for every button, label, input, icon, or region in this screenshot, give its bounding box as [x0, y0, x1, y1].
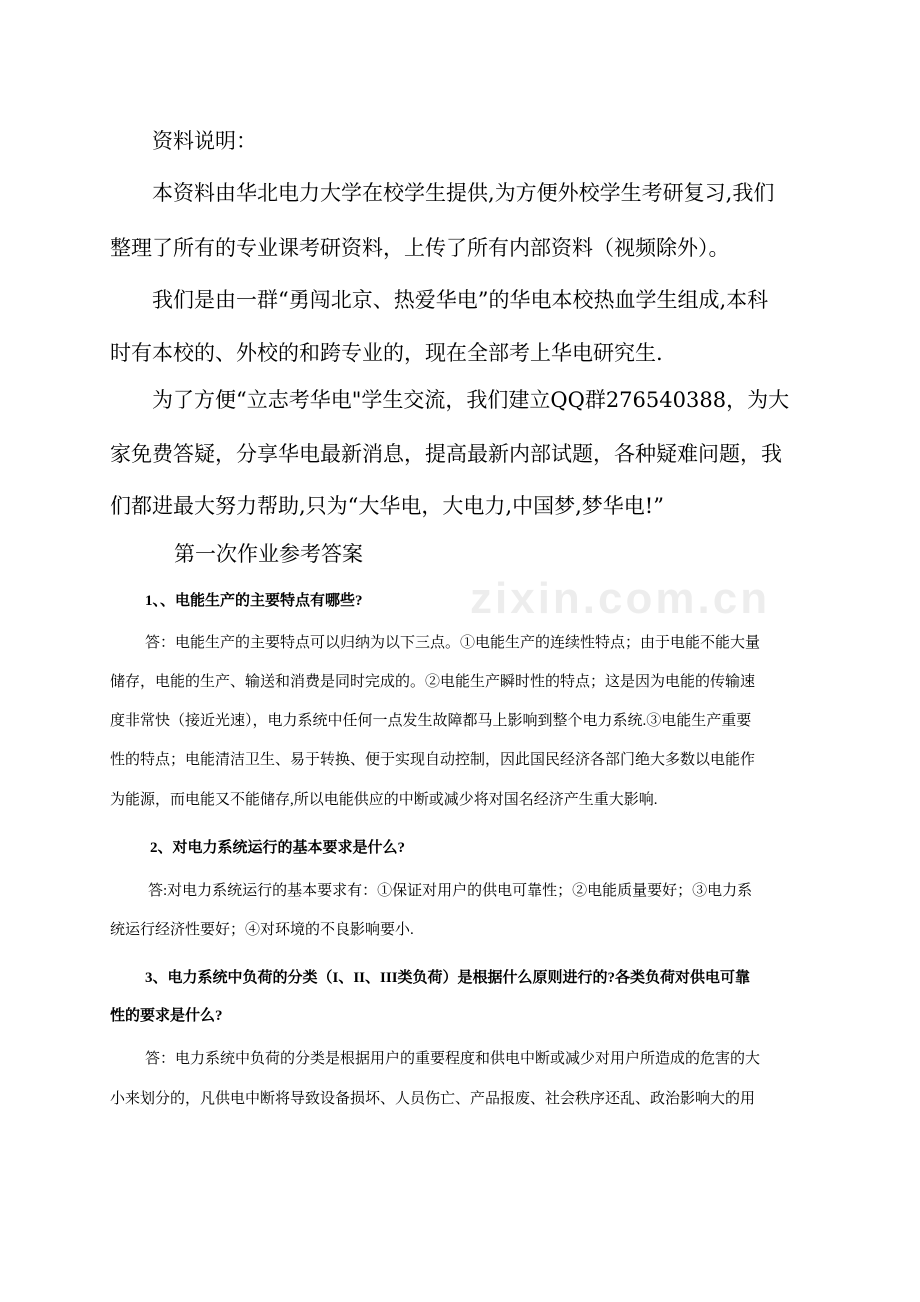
question-3-line2: 性的要求是什么?: [110, 1008, 223, 1024]
intro-para2-line1: 我们是由一群“勇闯北京、热爱华电”的华电本校热血学生组成,本科: [152, 288, 769, 312]
answer-1-line4: 性的特点；电能清洁卫生、易于转换、便于实现自动控制，因此国民经济各部门绝大多数以电能作: [110, 752, 756, 768]
intro-para2-line2: 时有本校的、外校的和跨专业的，现在全部考上华电研究生.: [110, 341, 663, 365]
answer-3-line2: 小来划分的，凡供电中断将导致设备损坏、人员伤亡、产品报废、社会秩序还乱、政治影响大的用: [110, 1091, 756, 1107]
answer-2-line2: 统运行经济性要好；④对环境的不良影响要小.: [110, 922, 414, 938]
intro-heading: 资料说明：: [152, 129, 257, 153]
answer-2-line1: 答:对电力系统运行的基本要求有：①保证对用户的供电可靠性；②电能质量要好；③电力系: [148, 883, 753, 899]
intro-para1-line1: 本资料由华北电力大学在校学生提供,为方便外校学生考研复习,我们: [152, 181, 775, 205]
answer-3-line1: 答：电力系统中负荷的分类是根据用户的重要程度和供电中断或减少对用户所造成的危害的大: [145, 1051, 761, 1067]
answer-1-line3: 度非常快（接近光速），电力系统中任何一点发生故障都马上影响到整个电力系统.③电能生产重要: [110, 713, 752, 729]
intro-para3-line3: 们都进最大努力帮助,只为“大华电，大电力,中国梦,梦华电!”: [110, 494, 664, 518]
intro-para3-line2: 家免费答疑，分享华电最新消息，提高最新内部试题，各种疑难问题，我: [110, 442, 782, 466]
answer-1-line1: 答：电能生产的主要特点可以归纳为以下三点。①电能生产的连续性特点；由于电能不能大量: [145, 635, 761, 651]
question-2: 2、对电力系统运行的基本要求是什么?: [150, 840, 406, 856]
intro-para3-line1: 为了方便“立志考华电"学生交流，我们建立QQ群276540388，为大: [152, 388, 790, 412]
watermark: zixin.com.cn: [470, 574, 771, 623]
intro-para1-line2: 整理了所有的专业课考研资料，上传了所有内部资料（视频除外）。: [110, 236, 730, 260]
answer-1-line5: 为能源，而电能又不能储存,所以电能供应的中断或减少将对国名经济产生重大影响.: [110, 792, 658, 808]
question-1: 1、、电能生产的主要特点有哪些?: [145, 593, 363, 609]
answer-1-line2: 储存，电能的生产、输送和消费是同时完成的。②电能生产瞬时性的特点；这是因为电能的传输速: [110, 674, 756, 690]
question-3-line1: 3、电力系统中负荷的分类（I、II、III类负荷）是根据什么原则进行的?各类负荷对供电可靠: [145, 970, 751, 986]
section-title: 第一次作业参考答案: [174, 542, 363, 566]
